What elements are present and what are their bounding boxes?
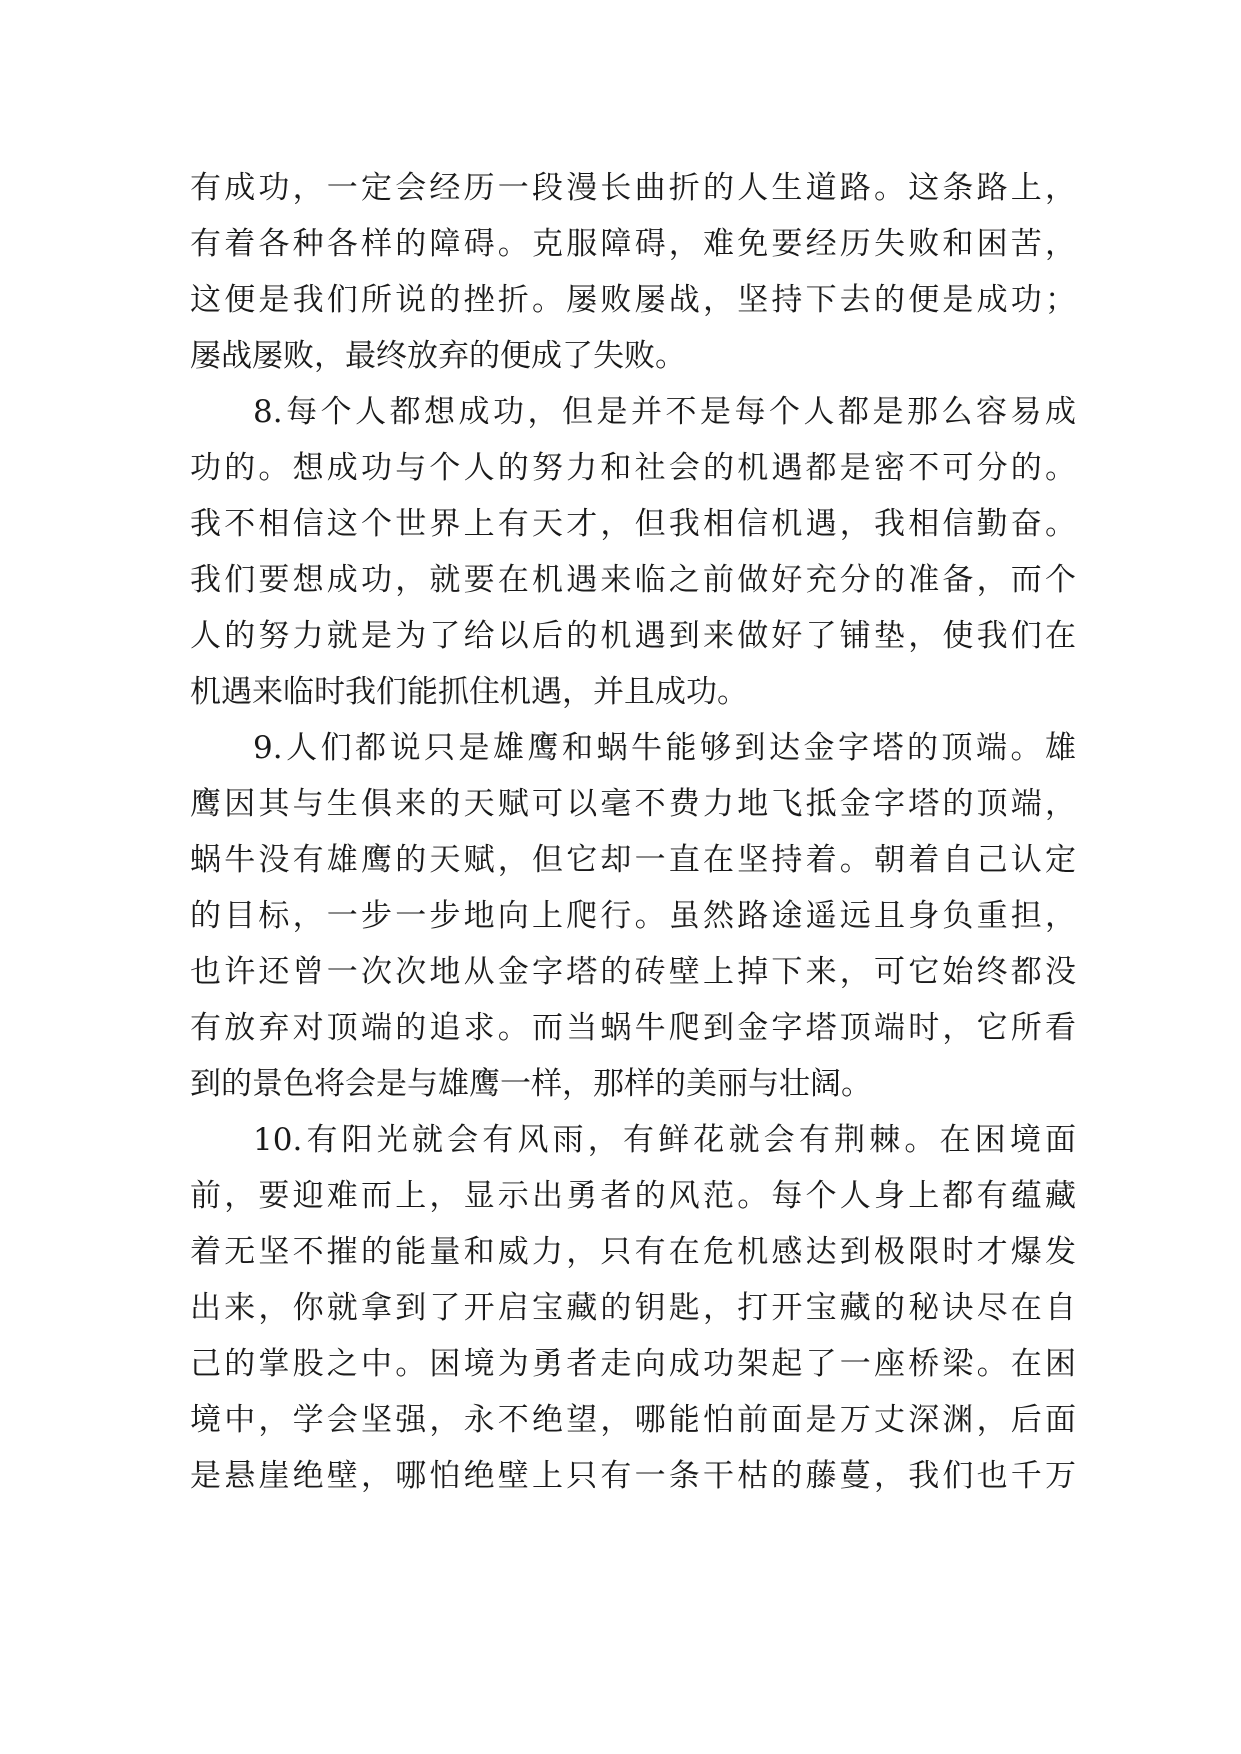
text-line: 人的努力就是为了给以后的机遇到来做好了铺垫，使我们在 [190,618,1076,654]
text-line: 着无坚不摧的能量和威力，只有在危机感达到极限时才爆发 [190,1234,1076,1270]
text-line: 前，要迎难而上，显示出勇者的风范。每个人身上都有蕴藏 [190,1178,1076,1214]
text-line: 我不相信这个世界上有天才，但我相信机遇，我相信勤奋。 [190,506,1076,542]
text-line: 9.人们都说只是雄鹰和蜗牛能够到达金字塔的顶端。雄 [253,730,1076,766]
text-line: 出来，你就拿到了开启宝藏的钥匙，打开宝藏的秘诀尽在自 [190,1290,1076,1326]
text-line: 这便是我们所说的挫折。屡败屡战，坚持下去的便是成功； [190,282,1076,318]
text-line: 的目标，一步一步地向上爬行。虽然路途遥远且身负重担， [190,898,1076,934]
text-line: 蜗牛没有雄鹰的天赋，但它却一直在坚持着。朝着自己认定 [190,842,1076,878]
text-line: 己的掌股之中。困境为勇者走向成功架起了一座桥梁。在困 [190,1346,1076,1382]
text-line: 屡战屡败，最终放弃的便成了失败。 [190,338,686,374]
document-body-text [190,160,1076,1504]
text-line: 有放弃对顶端的追求。而当蜗牛爬到金字塔顶端时，它所看 [190,1010,1076,1046]
text-line: 功的。想成功与个人的努力和社会的机遇都是密不可分的。 [190,450,1076,486]
text-line: 境中，学会坚强，永不绝望，哪能怕前面是万丈深渊，后面 [190,1402,1076,1438]
text-line: 有着各种各样的障碍。克服障碍，难免要经历失败和困苦， [190,226,1076,262]
text-line: 是悬崖绝壁，哪怕绝壁上只有一条干枯的藤蔓，我们也千万 [190,1458,1076,1494]
text-line: 10.有阳光就会有风雨，有鲜花就会有荆棘。在困境面 [253,1122,1076,1158]
text-line: 鹰因其与生俱来的天赋可以毫不费力地飞抵金字塔的顶端， [190,786,1076,822]
text-line: 我们要想成功，就要在机遇来临之前做好充分的准备，而个 [190,562,1076,598]
text-line: 也许还曾一次次地从金字塔的砖壁上掉下来，可它始终都没 [190,954,1076,990]
text-line: 8.每个人都想成功，但是并不是每个人都是那么容易成 [253,394,1076,430]
text-line: 有成功，一定会经历一段漫长曲折的人生道路。这条路上， [190,170,1076,206]
text-line: 机遇来临时我们能抓住机遇，并且成功。 [190,674,748,710]
text-line: 到的景色将会是与雄鹰一样，那样的美丽与壮阔。 [190,1066,872,1102]
